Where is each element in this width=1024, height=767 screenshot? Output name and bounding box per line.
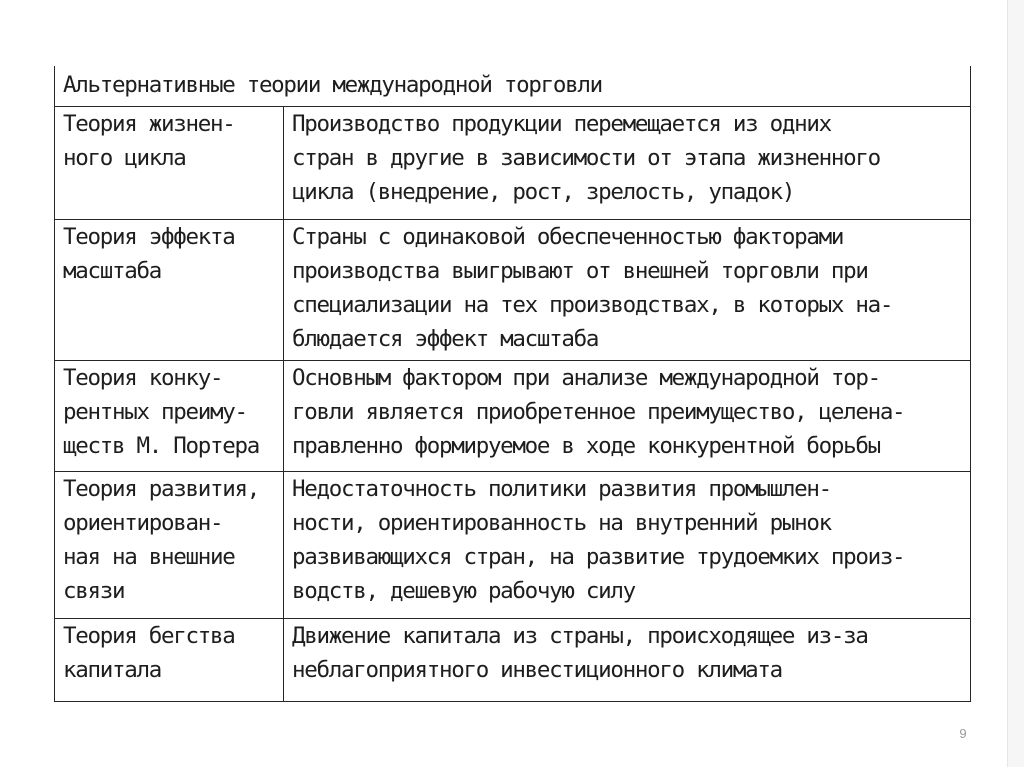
theory-name-cell bbox=[55, 361, 284, 472]
table-row bbox=[55, 472, 971, 619]
theories-table-container bbox=[54, 66, 970, 702]
page-number: 9 bbox=[959, 726, 967, 741]
theory-name-cell bbox=[55, 220, 284, 361]
slide-edge bbox=[1007, 0, 1024, 767]
theory-description-cell bbox=[284, 472, 971, 619]
table-title bbox=[55, 66, 971, 107]
theory-description: Страны с одинаковой обеспеченностью факторами производства выигрывают от внешней торговли при специализации на тех производствах, в которых на- блюдается эффект масштаба bbox=[292, 224, 893, 352]
theories-table bbox=[54, 66, 971, 702]
table-title-text: Альтернативные теории международной торговли bbox=[63, 72, 602, 98]
table-row bbox=[55, 361, 971, 472]
theory-name-cell bbox=[55, 107, 284, 220]
theory-description-cell bbox=[284, 361, 971, 472]
theory-description: Производство продукции перемещается из одних стран в другие в зависимости от этапа жизненного цикла (внедрение, рост, зрелость, упадок) bbox=[292, 111, 880, 205]
theory-description-cell bbox=[284, 220, 971, 361]
theory-name-cell bbox=[55, 619, 284, 702]
theory-name: Теория эффекта масштаба bbox=[63, 224, 235, 284]
theory-name: Теория конку- рентных преиму- ществ М. Портера bbox=[63, 365, 259, 459]
theory-name-cell bbox=[55, 472, 284, 619]
theory-name: Теория развития, ориентирован- ная на внешние связи bbox=[63, 476, 259, 604]
theory-description: Основным фактором при анализе международной тор- говли является приобретенное преимущество, целена- правленно формируемое в ходе конкурентной борьбы bbox=[292, 365, 905, 459]
theory-description-cell bbox=[284, 107, 971, 220]
theory-description-cell bbox=[284, 619, 971, 702]
table-row bbox=[55, 220, 971, 361]
theory-description: Движение капитала из страны, происходящее из-за неблагоприятного инвестиционного климата bbox=[292, 623, 868, 683]
table-header-row bbox=[55, 66, 971, 107]
table-row bbox=[55, 107, 971, 220]
table-row bbox=[55, 619, 971, 702]
theory-name: Теория бегства капитала bbox=[63, 623, 235, 683]
theory-name: Теория жизнен- ного цикла bbox=[63, 111, 235, 171]
theory-description: Недостаточность политики развития промышлен- ности, ориентированность на внутренний рынок развивающихся стран, на развитие трудоемких произ- водств, дешевую рабочую силу bbox=[292, 476, 905, 604]
